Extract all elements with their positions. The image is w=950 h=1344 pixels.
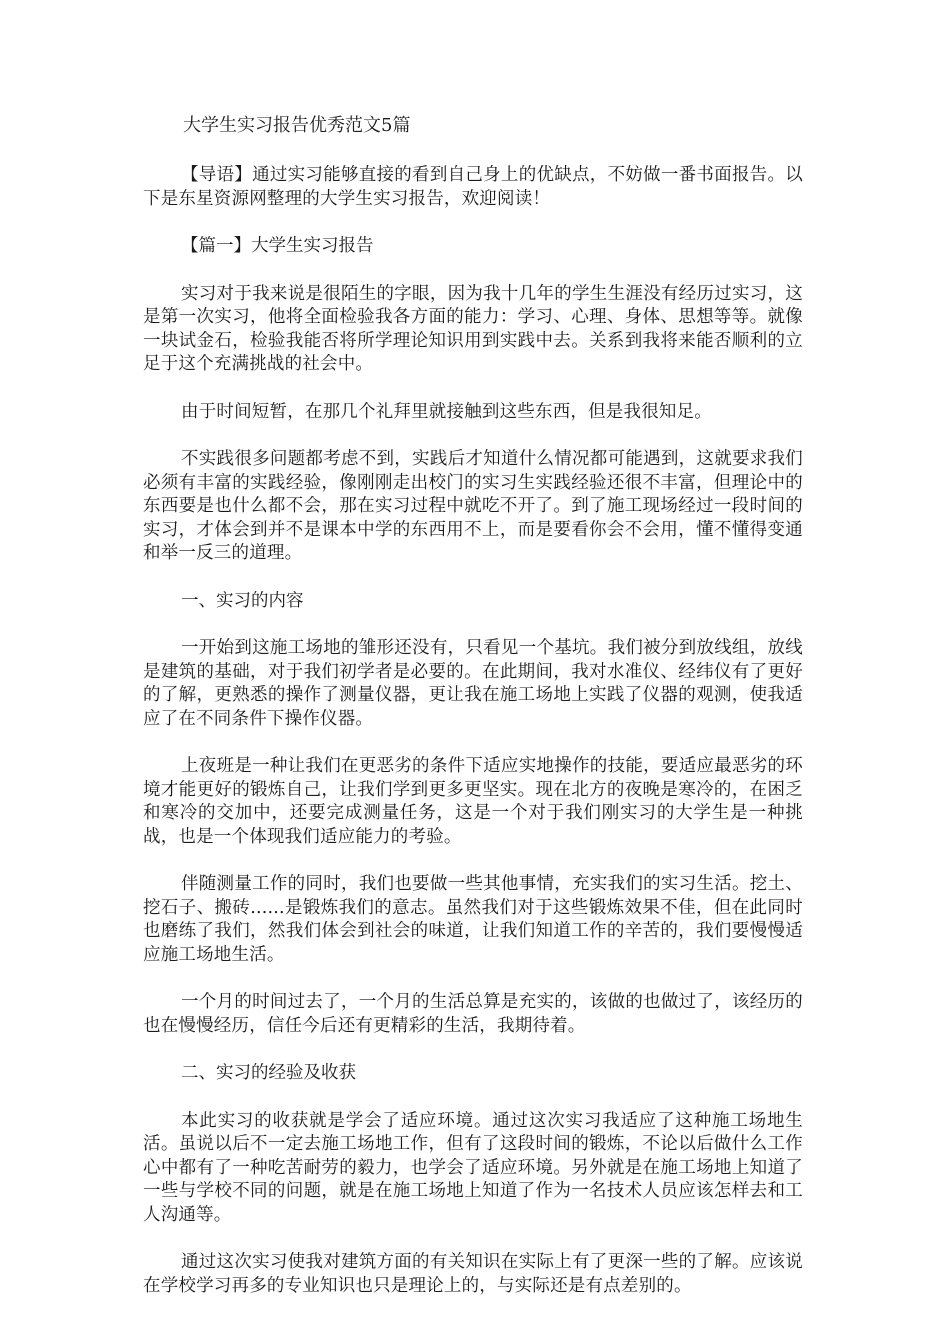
body-paragraph: 本此实习的收获就是学会了适应环境。通过这次实习我适应了这种施工场地生活。虽说以后不一定去施工场地工作，但有了这段时间的锻炼，不论以后做什么工作心中都有了一种吃苦耐劳的毅力，也学会了适应环境。另外就是在施工场地上知道了一些与学校不同的问题，就是在施工场地上知道了作为一名技术人员应该怎样去和工人沟通等。 <box>143 1110 803 1225</box>
body-paragraph: 实习对于我来说是很陌生的字眼，因为我十几年的学生生涯没有经历过实习，这是第一次实习，他将全面检验我各方面的能力：学习、心理、身体、思想等等。就像一块试金石，检验我能否将所学理论知识用到实践中去。关系到我将来能否顺利的立足于这个充满挑战的社会中。 <box>143 283 803 374</box>
body-paragraph: 伴随测量工作的同时，我们也要做一些其他事情，充实我们的实习生活。挖土、挖石子、搬砖......是锻炼我们的意志。虽然我们对于这些锻炼效果不佳，但在此同时也磨练了我们，然我们体会到社会的味道，让我们知道工作的辛苦的，我们要慢慢适应施工场地生活。 <box>143 874 803 965</box>
body-paragraph: 由于时间短暂，在那几个礼拜里就接触到这些东西，但是我很知足。 <box>181 401 712 422</box>
body-paragraph: 一个月的时间过去了，一个月的生活总算是充实的，该做的也做过了，该经历的也在慢慢经历，信任今后还有更精彩的生活，我期待着。 <box>143 992 803 1036</box>
document-page <box>143 112 803 1322</box>
body-paragraph: 上夜班是一种让我们在更恶劣的条件下适应实地操作的技能，要适应最恶劣的环境才能更好的锻炼自己，让我们学到更多更坚实。现在北方的夜晚是寒冷的，在困乏和寒冷的交加中，还要完成测量任务，这是一个对于我们刚实习的大学生是一种挑战，也是一个体现我们适应能力的考验。 <box>143 756 803 847</box>
intro-paragraph: 【导语】通过实习能够直接的看到自己身上的优缺点，不妨做一番书面报告。以下是东星资源网整理的大学生实习报告，欢迎阅读！ <box>143 165 803 209</box>
document-title: 大学生实习报告优秀范文5篇 <box>183 115 411 136</box>
body-paragraph: 通过这次实习使我对建筑方面的有关知识在实际上有了更深一些的了解。应该说在学校学习再多的专业知识也只是理论上的，与实际还是有点差别的。 <box>143 1252 803 1296</box>
body-paragraph: 不实践很多问题都考虑不到，实践后才知道什么情况都可能遇到，这就要求我们必须有丰富的实践经验，像刚刚走出校门的实习生实践经验还很不丰富，但理论中的东西要是也什么都不会，那在实习过程中就吃不开了。到了施工现场经过一段时间的实习，才体会到并不是课本中学的东西用不上，而是要看你会不会用，懂不懂得变通和举一反三的道理。 <box>143 449 803 563</box>
heading-experience-gains: 二、实习的经验及收获 <box>181 1063 356 1083</box>
section-title-1: 【篇一】大学生实习报告 <box>181 236 374 256</box>
heading-internship-content: 一、实习的内容 <box>181 590 304 611</box>
body-paragraph: 一开始到这施工场地的雏形还没有，只看见一个基坑。我们被分到放线组，放线是建筑的基础，对于我们初学者是必要的。在此期间，我对水准仪、经纬仪有了更好的了解，更熟悉的操作了测量仪器，更让我在施工场地上实践了仪器的观测，使我适应了在不同条件下操作仪器。 <box>143 638 803 729</box>
